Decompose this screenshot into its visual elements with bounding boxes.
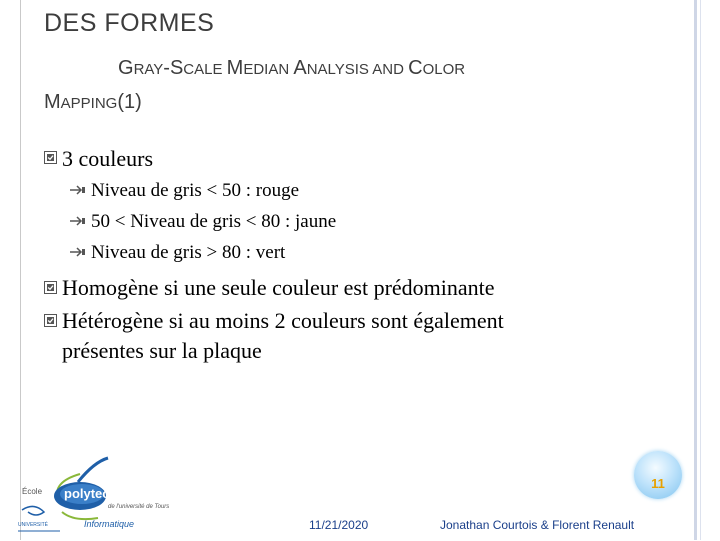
subtitle-part: A <box>293 57 307 79</box>
sub-bullet-item: Niveau de gris > 80 : vert <box>91 242 286 263</box>
page-number-badge <box>634 451 682 499</box>
footer-date: 11/21/2020 <box>309 518 369 532</box>
subtitle-part: (1) <box>117 91 142 113</box>
subtitle-line-2 <box>44 86 664 120</box>
subtitle-part: M <box>226 57 244 79</box>
subtitle-part: C <box>408 57 423 79</box>
logo-ecole-text: École <box>22 487 43 496</box>
subtitle-part: CALE <box>183 61 227 78</box>
logo-name-text: polytechnique <box>64 486 153 501</box>
subtitle-part: G <box>118 57 134 79</box>
subtitle-part: M <box>44 91 61 113</box>
sub-bullet-item: 50 < Niveau de gris < 80 : jaune <box>91 211 337 232</box>
right-frame-line <box>694 0 697 540</box>
subtitle-part: -S <box>163 57 184 79</box>
sub-bullet-item: Niveau de gris < 50 : rouge <box>91 180 300 201</box>
logo-tagline-text: de l'université de Tours <box>108 504 170 510</box>
subtitle-part: OLOR <box>422 61 466 78</box>
subtitle-part: RAY <box>133 61 164 78</box>
subtitle-line-1 <box>44 52 664 86</box>
bullet-item-continuation: présentes sur la plaque <box>62 338 262 363</box>
box-bullet-icon <box>44 281 57 294</box>
slide-title: DES FORMES <box>44 9 215 37</box>
small-arrow-bullet-icon <box>70 247 86 257</box>
logo-department-text: Informatique <box>84 519 135 529</box>
page-number: 11 <box>651 476 665 491</box>
subtitle-part: APPING <box>60 95 118 112</box>
subtitle-part: NALYSIS AND <box>306 61 409 78</box>
bullet-item: Hétérogène si au moins 2 couleurs sont également <box>62 308 504 333</box>
small-arrow-bullet-icon <box>70 185 86 195</box>
subtitle-part: EDIAN <box>243 61 294 78</box>
box-bullet-icon <box>44 151 57 164</box>
box-bullet-icon <box>44 314 57 327</box>
logo-university-text: UNIVERSITÉ <box>18 522 49 528</box>
right-frame-line-inner <box>700 0 701 540</box>
bullet-item: 3 couleurs <box>62 146 154 171</box>
footer-authors: Jonathan Courtois & Florent Renault <box>440 518 635 532</box>
bullet-item: Homogène si une seule couleur est prédominante <box>62 275 495 300</box>
small-arrow-bullet-icon <box>70 216 86 226</box>
polytech-logo <box>18 452 178 536</box>
slide-subtitle <box>44 52 664 120</box>
